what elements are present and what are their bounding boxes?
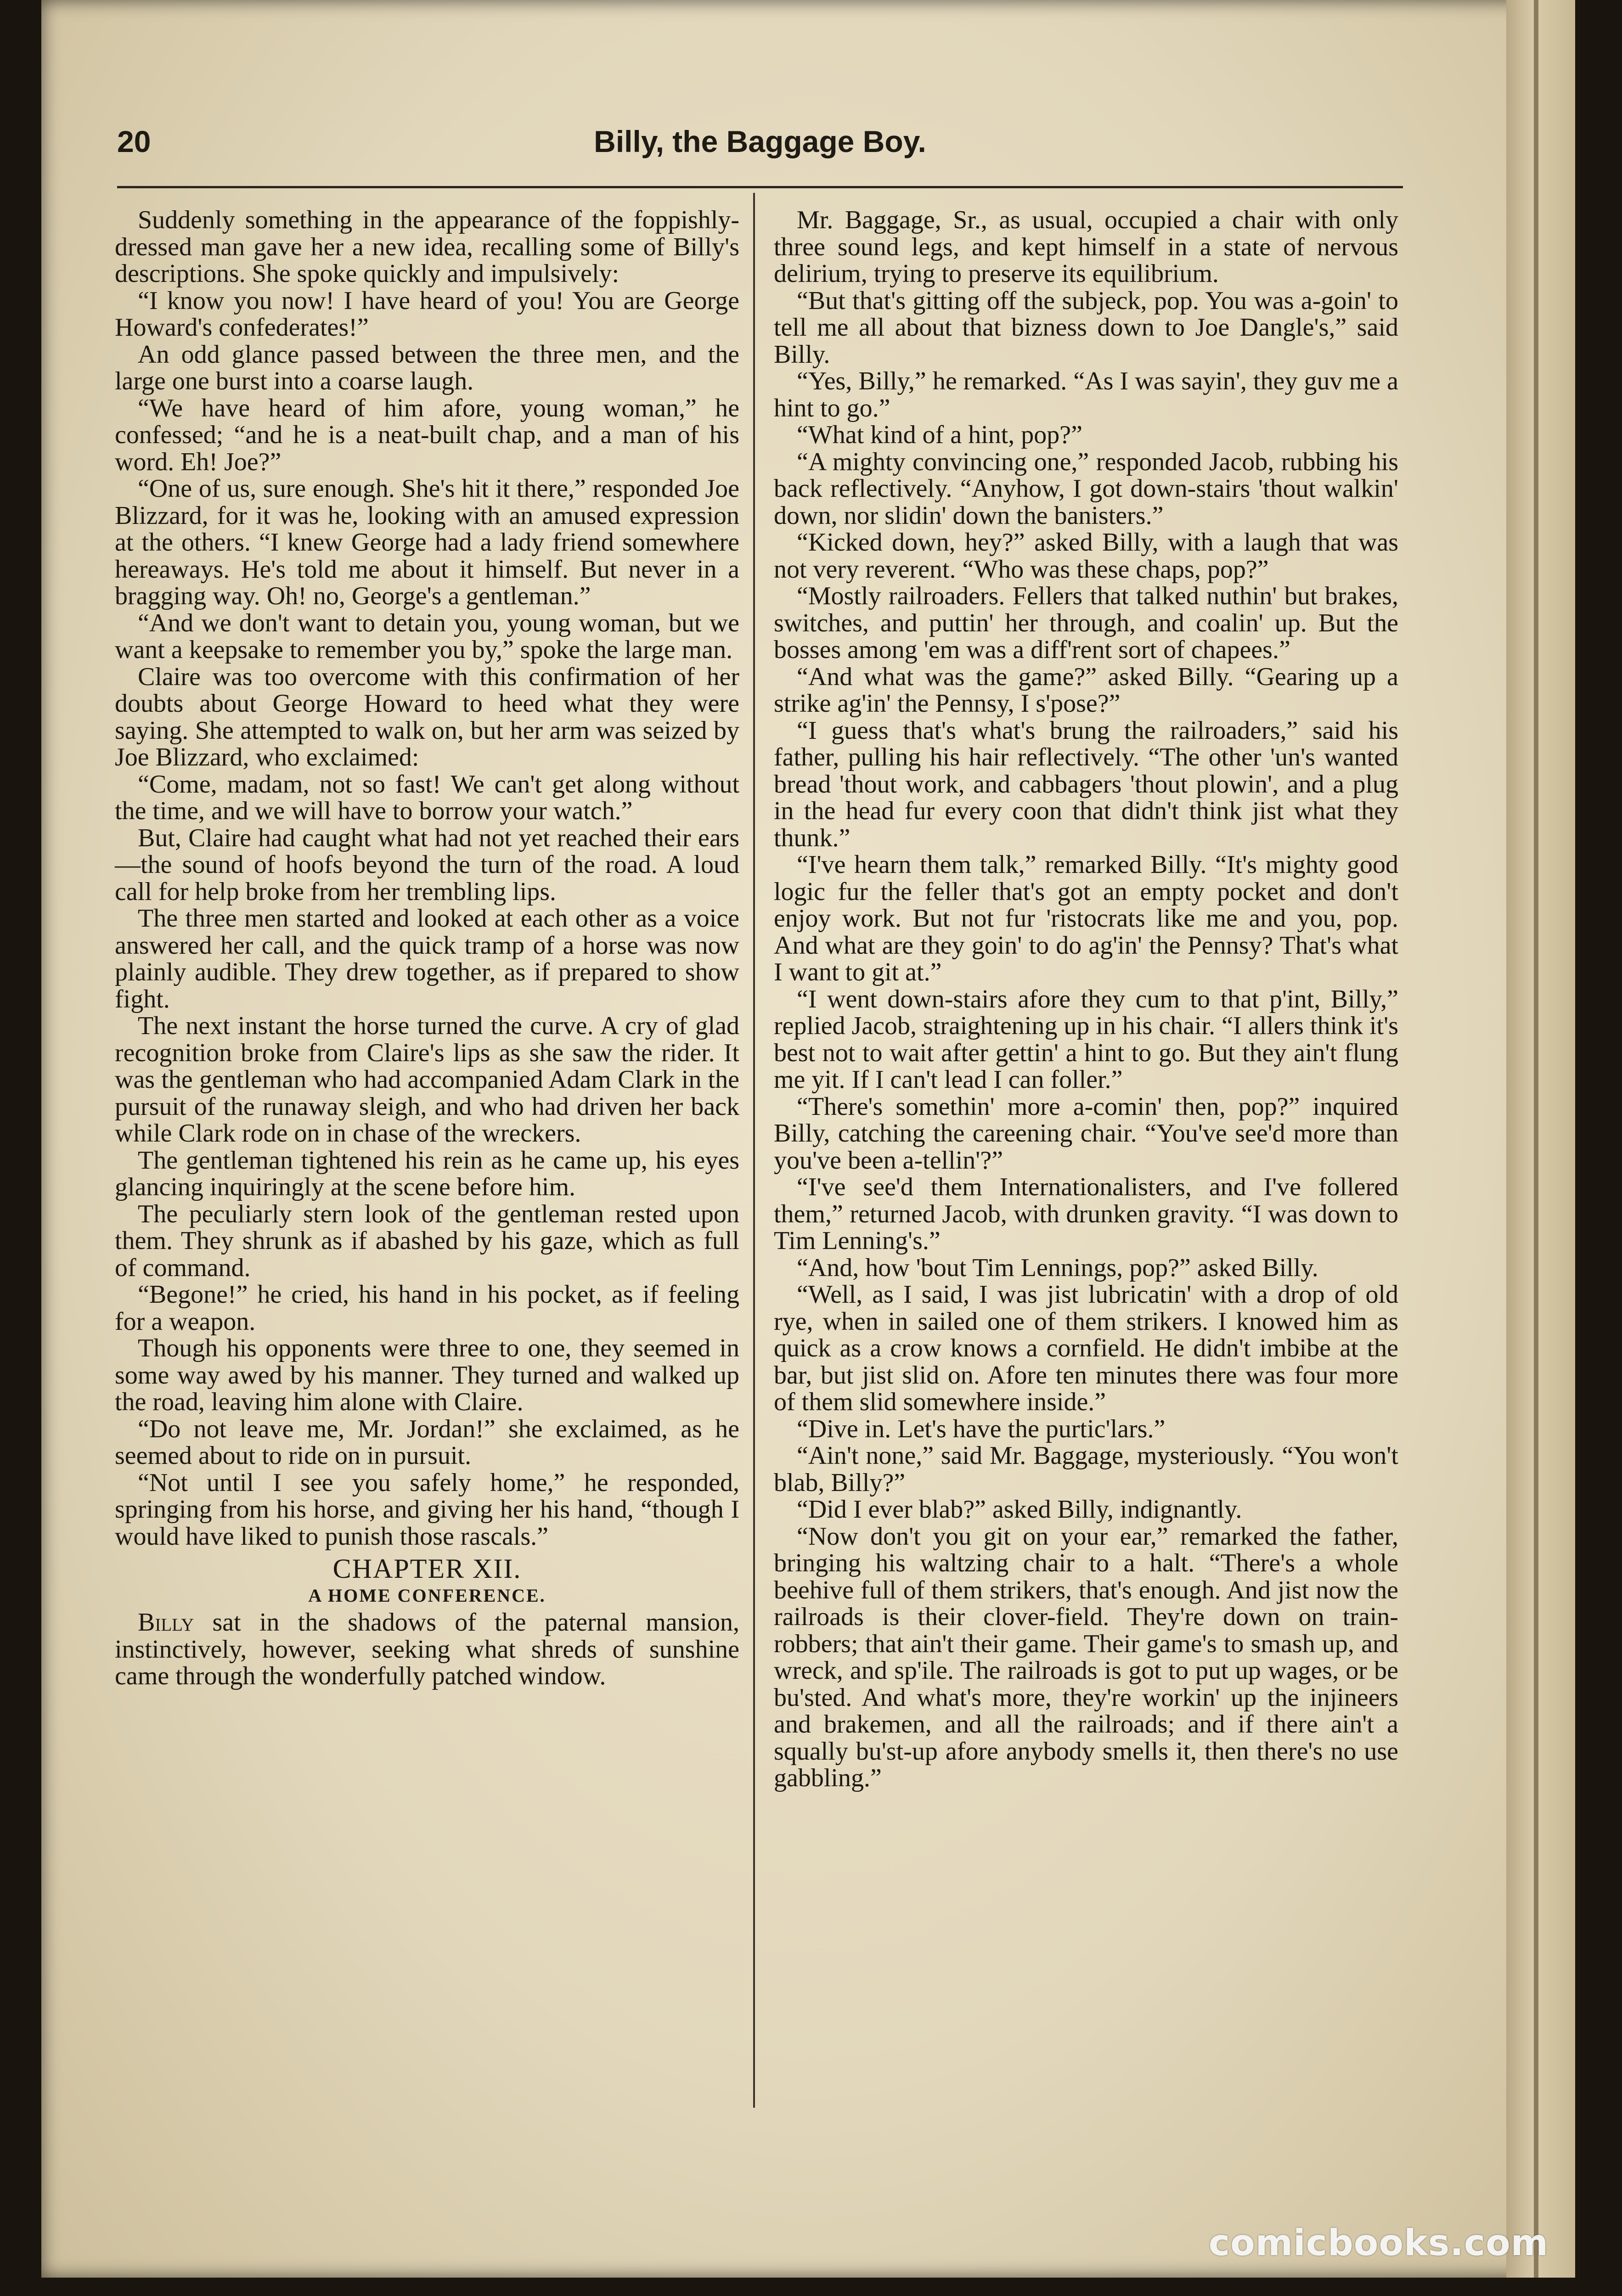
paragraph: “Kicked down, hey?” asked Billy, with a laugh that was not very reverent. “Who was these chaps, pop?” <box>774 528 1398 584</box>
chapter-first-word: Billy <box>138 1608 194 1637</box>
paragraph: “I guess that's what's brung the railroaders,” said his father, pulling his hair reflectively. “The other 'un's wanted bread 'thout work, and cabbagers 'thout plowin', and a plug in the head fur every coon that didn't think jist what they thunk.” <box>774 716 1398 852</box>
paragraph: The three men started and looked at each other as a voice answered her call, and the quick tramp of a horse was now plainly audible. They drew together, as if prepared to show fight. <box>115 904 739 1013</box>
paragraph: An odd glance passed between the three men, and the large one burst into a coarse laugh. <box>115 340 739 395</box>
page-number: 20 <box>117 124 151 158</box>
paragraph: “Dive in. Let's have the purtic'lars.” <box>797 1414 1166 1443</box>
paragraph: “We have heard of him afore, young woman,” he confessed; “and he is a neat-built chap, and a man of his word. Eh! Joe?” <box>115 394 739 476</box>
paragraph: “Did I ever blab?” asked Billy, indignantly. <box>797 1495 1242 1524</box>
paragraph: But, Claire had caught what had not yet reached their ears—the sound of hoofs beyond the turn of the road. A loud call for help broke from her trembling lips. <box>115 823 739 906</box>
running-title: Billy, the Baggage Boy. <box>594 124 926 158</box>
paragraph: “I've hearn them talk,” remarked Billy. “It's mighty good logic fur the feller that's got an empty pocket and don't enjoy work. But not fur 'ristocrats like me and you, pop. And what are they goin' to do ag'in' the Pennsy? That's what I want to git at.” <box>774 850 1398 986</box>
paragraph: “I went down-stairs afore they cum to that p'int, Billy,” replied Jacob, straightening up in his chair. “I allers think it's best not to wait after gettin' a hint to go. But they ain't flung me yit. If I can't lead I can foller.” <box>774 985 1398 1094</box>
paragraph: “A mighty convincing one,” responded Jacob, rubbing his back reflectively. “Anyhow, I got down-stairs 'thout walkin' down, nor slidin' down the banisters.” <box>774 447 1398 530</box>
header-rule <box>117 186 1403 188</box>
paragraph: Suddenly something in the appearance of the foppishly-dressed man gave her a new idea, recalling some of Billy's descriptions. She spoke quickly and impulsively: <box>115 206 739 288</box>
watermark: comicbooks.com <box>1208 2223 1549 2264</box>
paragraph: Though his opponents were three to one, they seemed in some way awed by his manner. They turned and walked up the road, leaving him alone with Claire. <box>115 1334 739 1416</box>
right-paragraphs <box>774 207 1398 1792</box>
page-fold <box>1534 0 1538 2278</box>
chapter-heading: CHAPTER XII. <box>332 1553 522 1584</box>
paragraph: “Do not leave me, Mr. Jordan!” she exclaimed, as he seemed about to ride on in pursuit. <box>115 1414 739 1470</box>
paragraph: “Begone!” he cried, his hand in his pocket, as if feeling for a weapon. <box>115 1280 739 1336</box>
column-divider <box>753 193 755 2108</box>
paragraph: The gentleman tightened his rein as he came up, his eyes glancing inquiringly at the scene before him. <box>115 1146 739 1201</box>
left-paragraphs <box>115 207 739 1550</box>
paragraph: “Now don't you git on your ear,” remarked the father, bringing his waltzing chair to a halt. “There's a whole beehive full of them strikers, that's enough. And jist now the railroads is their clover-field. They're down on train-robbers; that ain't their game. Their game's to smash up, and wreck, and sp'ile. The railroads is got to put up wages, or be bu'sted. And what's more, they're workin' up the injineers and brakemen, and all the railroads; and if there ain't a squally bu'st-up afore anybody smells it, then there's no use gabbling.” <box>774 1522 1398 1792</box>
paragraph: “And we don't want to detain you, young woman, but we want a keepsake to remember you by,” spoke the large man. <box>115 608 739 664</box>
paragraph: “Come, madam, not so fast! We can't get along without the time, and we will have to borrow your watch.” <box>115 770 739 825</box>
page-edge <box>1506 0 1575 2278</box>
paragraph: “What kind of a hint, pop?” <box>797 421 1083 449</box>
paragraph: “And, how 'bout Tim Lennings, pop?” asked Billy. <box>797 1253 1318 1282</box>
chapter-subheading: A HOME CONFERENCE. <box>308 1585 546 1606</box>
paragraph: “Well, as I said, I was jist lubricatin' with a drop of old rye, when in sailed one of them strikers. I knowed him as quick as a crow knows a cornfield. He didn't imbibe at the bar, but jist slid on. Afore ten minutes there was four more of them slid somewhere inside.” <box>774 1280 1398 1416</box>
paragraph: “Ain't none,” said Mr. Baggage, mysteriously. “You won't blab, Billy?” <box>774 1441 1398 1497</box>
left-column <box>115 207 739 1690</box>
paragraph: “I know you now! I have heard of you! You are George Howard's confederates!” <box>115 286 739 342</box>
paragraph: “And what was the game?” asked Billy. “Gearing up a strike ag'in' the Pennsy, I s'pose?” <box>774 662 1398 718</box>
paragraph: “Mostly railroaders. Fellers that talked nuthin' but brakes, switches, and puttin' her through, and coalin' up. But the bosses among 'em was a diff'rent sort of chapees.” <box>774 582 1398 664</box>
paragraph: The next instant the horse turned the curve. A cry of glad recognition broke from Claire's lips as she saw the rider. It was the gentleman who had accompanied Adam Clark in the pursuit of the runaway sleigh, and who had driven her back while Clark rode on in chase of the wreckers. <box>115 1012 739 1148</box>
chapter-first-paragraph-text: sat in the shadows of the paternal mansion, instinctively, however, seeking what shreds of sunshine came through the wonderfully patched window. <box>115 1608 739 1690</box>
paragraph: “Not until I see you safely home,” he responded, springing from his horse, and giving her his hand, “though I would have liked to punish those rascals.” <box>115 1468 739 1551</box>
paragraph: “There's somethin' more a-comin' then, pop?” inquired Billy, catching the careening chair. “You've see'd more than you've been a-tellin'?” <box>774 1092 1398 1175</box>
right-column <box>774 207 1398 1792</box>
paragraph: “One of us, sure enough. She's hit it there,” responded Joe Blizzard, for it was he, looking with an amused expression at the others. “I knew George had a lady friend somewhere hereaways. He's told me about it himself. But never in a bragging way. Oh! no, George's a gentleman.” <box>115 474 739 610</box>
paragraph: “Yes, Billy,” he remarked. “As I was sayin', they guv me a hint to go.” <box>774 367 1398 422</box>
paragraph: “I've see'd them Internationalisters, and I've follered them,” returned Jacob, with drunken gravity. “I was down to Tim Lenning's.” <box>774 1173 1398 1255</box>
page-header <box>117 124 1403 165</box>
paragraph: Claire was too overcome with this confirmation of her doubts about George Howard to heed what they were saying. She attempted to walk on, but her arm was seized by Joe Blizzard, who exclaimed: <box>115 662 739 771</box>
chapter-first-paragraph <box>115 1609 739 1690</box>
paragraph: The peculiarly stern look of the gentleman rested upon them. They shrunk as if abashed by his gaze, which as full of command. <box>115 1199 739 1282</box>
paragraph: Mr. Baggage, Sr., as usual, occupied a chair with only three sound legs, and kept himself in a state of nervous delirium, trying to preserve its equilibrium. <box>774 206 1398 288</box>
paragraph: “But that's gitting off the subjeck, pop. You was a-goin' to tell me all about that bizness down to Joe Dangle's,” said Billy. <box>774 286 1398 369</box>
